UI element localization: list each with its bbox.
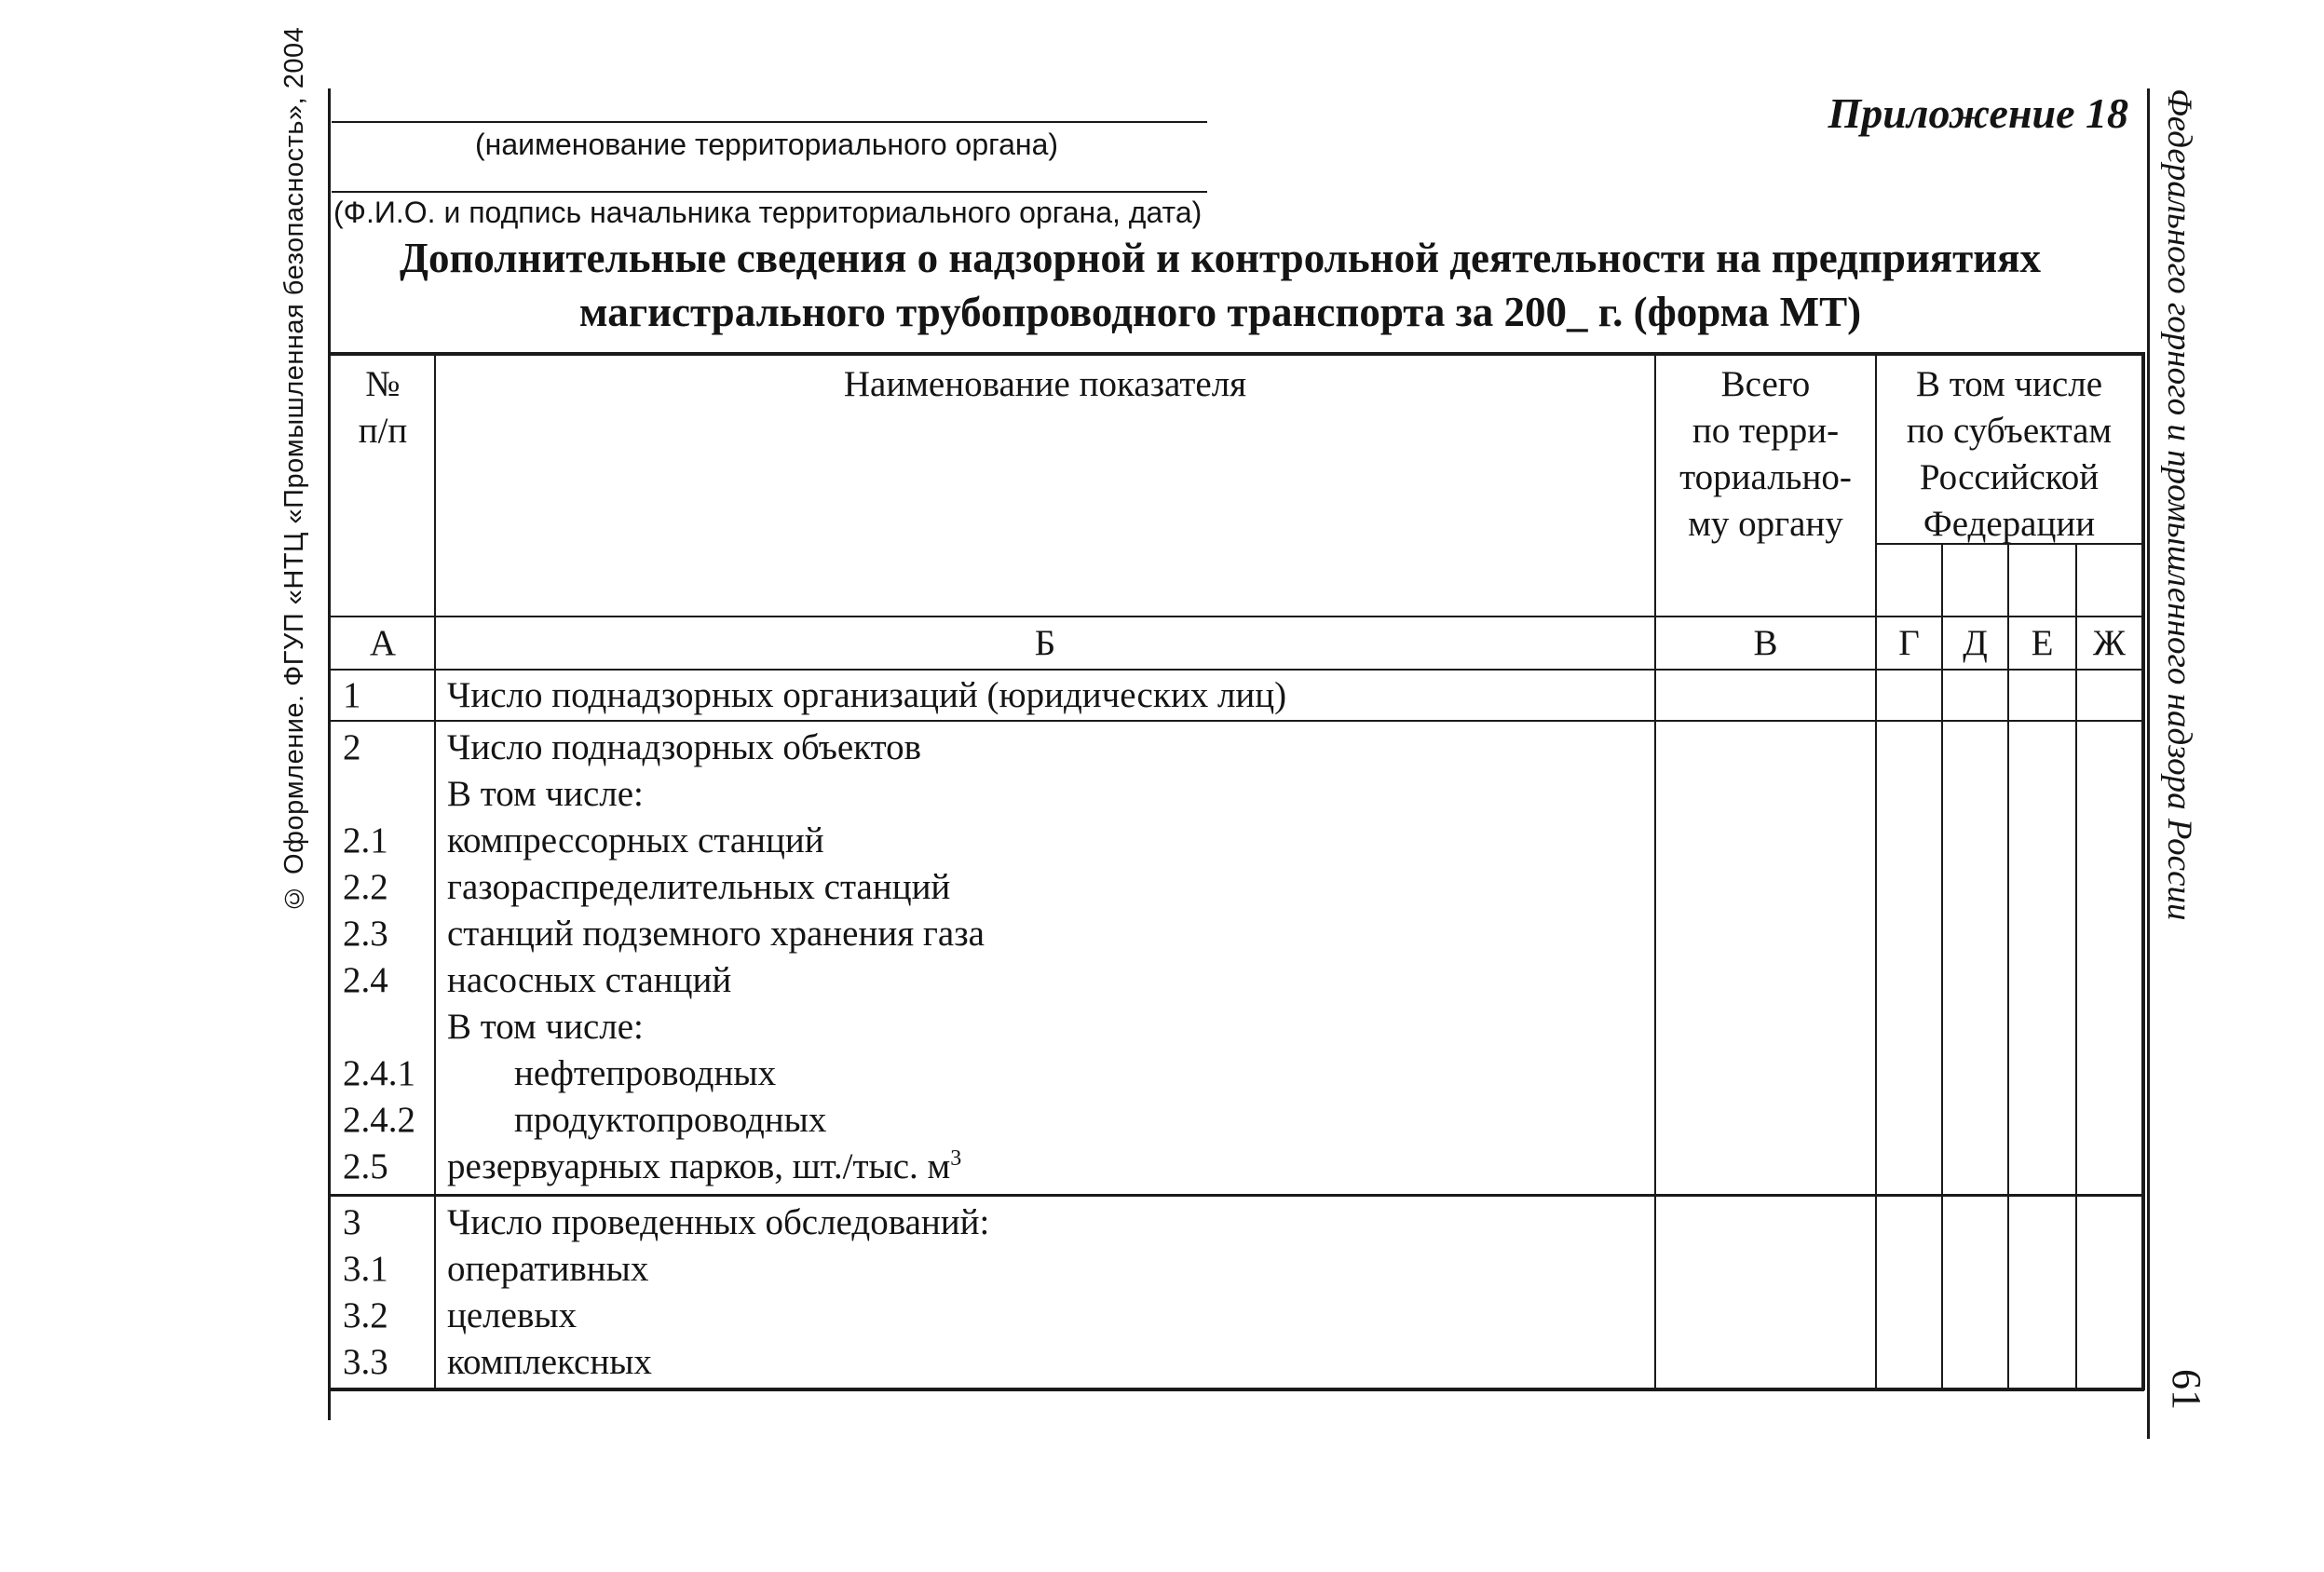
row-label: нефтепроводных xyxy=(514,1053,777,1093)
header-num-line1: № xyxy=(365,364,401,404)
row-num: 2.1 xyxy=(343,820,388,861)
letter-zh: Ж xyxy=(2093,623,2126,663)
table-top-border xyxy=(328,352,2144,356)
letter-a: А xyxy=(369,623,397,663)
header-subjects-line1: В том числе xyxy=(1915,364,2103,404)
row1-bottom-border xyxy=(328,720,2144,722)
header-subjects-line3: Российской xyxy=(1919,457,2100,497)
table-bottom-border xyxy=(328,1388,2144,1391)
row-num: 2.3 xyxy=(343,914,388,954)
row-num: 2.5 xyxy=(343,1146,388,1186)
row-label: оперативных xyxy=(447,1249,649,1289)
row-label: Число поднадзорных объектов xyxy=(447,727,922,767)
header-subjects-line2: по субъектам xyxy=(1906,411,2113,451)
row-label-with-unit xyxy=(447,1145,961,1187)
row-num: 3.2 xyxy=(343,1295,388,1335)
col-e-border xyxy=(2075,543,2077,1390)
letter-e: Е xyxy=(2031,623,2054,663)
row-num: 2.4 xyxy=(343,960,388,1000)
row-label: Число проведенных обследований: xyxy=(447,1202,990,1242)
row-num: 2.2 xyxy=(343,867,388,907)
letter-d: Д xyxy=(1963,623,1988,663)
unit-superscript: 3 xyxy=(950,1146,962,1171)
row-label: целевых xyxy=(447,1295,578,1335)
col-d-border xyxy=(2007,543,2009,1390)
org-name-caption: (наименование территориального органа) xyxy=(475,128,1059,161)
header-total-line2: по терри- xyxy=(1692,411,1840,451)
col-g-border xyxy=(1941,543,1943,1390)
letter-v: В xyxy=(1753,623,1778,663)
letters-bottom-border xyxy=(328,669,2144,671)
header-total-line3: ториально- xyxy=(1679,457,1852,497)
org-name-line xyxy=(332,121,1207,123)
header-total-line1: Всего xyxy=(1720,364,1811,404)
row-num: 2.4.1 xyxy=(343,1053,415,1093)
table-left-border xyxy=(328,352,331,1390)
signature-caption: (Ф.И.О. и подпись начальника территориального органа, дата) xyxy=(333,196,1203,229)
header-indicator-name: Наименование показателя xyxy=(843,364,1247,404)
row-label: комплексных xyxy=(447,1342,652,1382)
right-margin-rule xyxy=(2147,88,2150,1439)
page-number: 61 xyxy=(2164,1369,2209,1410)
row-num: 3.1 xyxy=(343,1249,388,1289)
row-label: продуктопроводных xyxy=(514,1100,827,1140)
row-label: станций подземного хранения газа xyxy=(447,914,985,954)
row-label: Число поднадзорных организаций (юридических лиц) xyxy=(447,675,1287,715)
row-label: компрессорных станций xyxy=(447,820,824,861)
row-num: 1 xyxy=(343,675,361,715)
row-num: 3.3 xyxy=(343,1342,388,1382)
header-num xyxy=(332,361,434,454)
agency-margin-text: Федерального горного и промышленного надзора России xyxy=(2160,88,2198,921)
appendix-label: Приложение 18 xyxy=(1828,89,2128,137)
header-bottom-border xyxy=(328,616,2144,617)
row-num: 2.4.2 xyxy=(343,1100,415,1140)
header-subjects-line4: Федерации xyxy=(1923,504,2096,544)
row2-bottom-border xyxy=(328,1194,2144,1197)
row-num: 2 xyxy=(343,727,361,767)
form-title-line1: Дополнительные сведения о надзорной и контрольной деятельности на предприятиях xyxy=(399,235,2042,281)
row-label: резервуарных парков, шт./тыс. м xyxy=(447,1146,951,1186)
signature-line xyxy=(332,191,1207,193)
row-num: 3 xyxy=(343,1202,361,1242)
header-subjects xyxy=(1877,361,2141,548)
row-label: насосных станций xyxy=(447,960,732,1000)
copyright-margin-text: © Оформление. ФГУП «НТЦ «Промышленная безопасность», 2004 xyxy=(279,26,309,913)
header-total-line4: му органу xyxy=(1688,504,1843,544)
header-total xyxy=(1656,361,1875,548)
row-label: В том числе: xyxy=(447,1007,644,1047)
letter-b: Б xyxy=(1034,623,1056,663)
row-label: В том числе: xyxy=(447,774,644,814)
row-label: газораспределительных станций xyxy=(447,867,951,907)
letter-g: Г xyxy=(1898,623,1920,663)
form-title-line2: магистрального трубопроводного транспорта за 200_ г. (форма МТ) xyxy=(578,289,1862,335)
header-num-line2: п/п xyxy=(358,411,408,451)
table-right-border xyxy=(2141,352,2145,1390)
col-num-border xyxy=(434,352,436,1390)
